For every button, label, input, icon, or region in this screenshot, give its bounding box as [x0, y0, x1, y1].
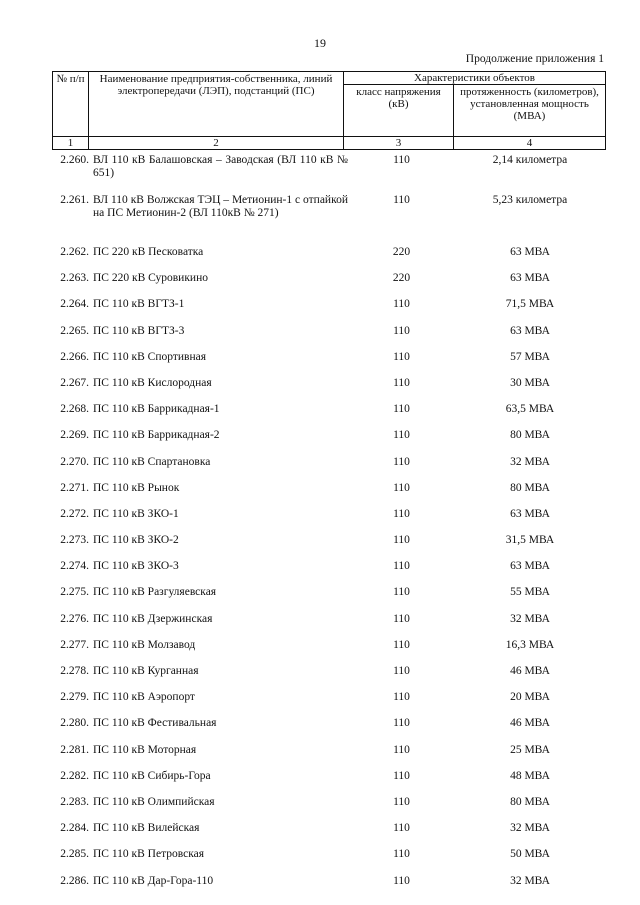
- table-row: [52, 508, 605, 534]
- row-name: ПС 220 кВ Суровикино: [93, 272, 208, 285]
- row-capacity: 46 МВА: [510, 665, 550, 677]
- row-number: 2.269.: [60, 429, 89, 442]
- row-number: 2.261.: [60, 194, 89, 206]
- header-name: Наименование предприятия-собственника, линий электропередачи (ЛЭП), подстанций (ПС): [89, 72, 344, 137]
- row-number: 2.267.: [60, 376, 89, 389]
- row-capacity: 63,5 МВА: [505, 403, 555, 416]
- row-capacity: 55 МВА: [510, 586, 550, 599]
- row-name: ПС 110 кВ Сибирь-Гора: [93, 769, 211, 782]
- row-number: 2.268.: [60, 403, 89, 416]
- row-number: 2.273.: [60, 534, 89, 547]
- table-row: [52, 403, 605, 429]
- row-voltage: 110: [393, 848, 410, 861]
- row-number: 2.275.: [60, 586, 89, 599]
- table-row: [52, 534, 605, 560]
- table-row: [52, 586, 605, 612]
- row-name: ПС 110 кВ Разгуляевская: [93, 586, 217, 599]
- row-name: ПС 110 кВ Спартановка: [93, 455, 211, 468]
- header-col-number: 4: [454, 137, 606, 150]
- row-voltage: 110: [393, 154, 410, 166]
- row-voltage: 110: [393, 822, 410, 835]
- row-number: 2.263.: [60, 272, 89, 285]
- row-name: ПС 110 кВ Вилейская: [93, 822, 200, 835]
- row-voltage: 110: [393, 638, 410, 651]
- row-number: 2.272.: [60, 507, 89, 520]
- row-name: ПС 110 кВ ВГТЗ-3: [93, 324, 185, 337]
- table-row: [52, 665, 605, 691]
- row-number: 2.266.: [60, 350, 89, 363]
- table-row: [52, 246, 605, 272]
- row-capacity: 46 МВА: [510, 717, 550, 730]
- table-row: [52, 325, 605, 351]
- row-capacity: 25 МВА: [510, 743, 550, 756]
- row-name: ПС 110 кВ Аэропорт: [93, 691, 195, 704]
- row-name: ПС 110 кВ Кислородная: [93, 376, 212, 389]
- table-row: [52, 875, 605, 901]
- row-number: 2.271.: [60, 481, 89, 494]
- row-capacity: 32 МВА: [510, 612, 550, 625]
- row-voltage: 110: [393, 612, 410, 625]
- header-capacity: протяженность (километров), установленная мощность (МВА): [454, 85, 606, 137]
- row-capacity: 80 МВА: [510, 481, 550, 494]
- row-number: 2.286.: [60, 874, 89, 887]
- row-capacity: 57 МВА: [510, 350, 550, 363]
- row-name: ПС 110 кВ Дзержинская: [93, 612, 213, 625]
- page-number: 19: [314, 36, 326, 50]
- table-row: [52, 429, 605, 455]
- header-voltage: класс напряжения (кВ): [344, 85, 454, 137]
- row-name: ПС 110 кВ ЗКО-2: [93, 534, 179, 547]
- row-capacity: 63 МВА: [510, 507, 550, 520]
- row-number: 2.270.: [60, 455, 89, 468]
- row-capacity: 32 МВА: [510, 455, 550, 468]
- table-header: [52, 71, 606, 150]
- row-voltage: 110: [393, 298, 410, 311]
- row-capacity: 80 МВА: [510, 795, 550, 808]
- row-voltage: 110: [393, 507, 410, 520]
- table-row: [52, 613, 605, 639]
- row-number: 2.284.: [60, 822, 89, 835]
- row-name: ПС 110 кВ Рынок: [93, 481, 180, 494]
- row-number: 2.276.: [60, 612, 89, 625]
- table-row: [52, 377, 605, 403]
- row-capacity: 2,14 километра: [492, 154, 568, 166]
- row-name: ВЛ 110 кВ Балашовская – Заводская (ВЛ 110 кВ № 651): [93, 154, 348, 179]
- row-number: 2.274.: [60, 560, 89, 573]
- row-number: 2.283.: [60, 795, 89, 808]
- row-voltage: 110: [393, 795, 410, 808]
- table-row: [52, 770, 605, 796]
- row-voltage: 110: [393, 403, 410, 416]
- row-capacity: 5,23 километра: [492, 194, 568, 206]
- row-capacity: 48 МВА: [510, 769, 550, 782]
- row-number: 2.264.: [60, 298, 89, 311]
- table-row: [52, 744, 605, 770]
- row-capacity: 32 МВА: [510, 874, 550, 887]
- row-voltage: 110: [393, 769, 410, 782]
- row-capacity: 50 МВА: [510, 848, 550, 861]
- row-name: ПС 110 кВ ВГТЗ-1: [93, 298, 185, 311]
- row-number: 2.280.: [60, 717, 89, 730]
- row-capacity: 63 МВА: [510, 324, 550, 337]
- header-col-number: 2: [89, 137, 344, 150]
- table-row: [52, 456, 605, 482]
- row-name: ПС 220 кВ Песковатка: [93, 246, 204, 258]
- header-col-number: 1: [53, 137, 89, 150]
- row-name: ПС 110 кВ Фестивальная: [93, 717, 217, 730]
- row-voltage: 110: [393, 194, 410, 206]
- table-row: [52, 691, 605, 717]
- row-number: 2.265.: [60, 324, 89, 337]
- row-capacity: 31,5 МВА: [505, 534, 555, 547]
- row-capacity: 32 МВА: [510, 822, 550, 835]
- row-voltage: 110: [393, 534, 410, 547]
- row-name: ВЛ 110 кВ Волжская ТЭЦ – Метионин-1 с отпайкой на ПС Метионин-2 (ВЛ 110кВ № 271): [93, 194, 348, 219]
- header-group: Характеристики объектов: [344, 72, 606, 85]
- row-name: ПС 110 кВ Баррикадная-1: [93, 403, 220, 416]
- row-capacity: 80 МВА: [510, 429, 550, 442]
- table-row: [52, 482, 605, 508]
- row-name: ПС 110 кВ ЗКО-3: [93, 560, 179, 573]
- continuation-note: Продолжение приложения 1: [465, 53, 604, 65]
- table-row: [52, 560, 605, 586]
- row-voltage: 110: [393, 429, 410, 442]
- row-voltage: 110: [393, 560, 410, 573]
- row-capacity: 20 МВА: [510, 691, 550, 704]
- table-row: [52, 194, 605, 246]
- table-row: [52, 822, 605, 848]
- row-voltage: 110: [393, 350, 410, 363]
- row-number: 2.262.: [60, 246, 89, 258]
- row-number: 2.260.: [60, 154, 89, 166]
- row-voltage: 220: [392, 272, 411, 285]
- row-number: 2.281.: [60, 743, 89, 756]
- table-row: [52, 272, 605, 298]
- row-voltage: 110: [393, 481, 410, 494]
- row-capacity: 63 МВА: [510, 246, 550, 258]
- row-name: ПС 110 кВ Петровская: [93, 848, 205, 861]
- row-number: 2.282.: [60, 769, 89, 782]
- table-row: [52, 154, 605, 194]
- header-col-number: 3: [344, 137, 454, 150]
- row-number: 2.278.: [60, 665, 89, 677]
- row-name: ПС 110 кВ Моторная: [93, 743, 197, 756]
- table-row: [52, 351, 605, 377]
- row-capacity: 63 МВА: [510, 272, 550, 285]
- row-capacity: 71,5 МВА: [505, 298, 555, 311]
- row-voltage: 110: [393, 874, 410, 887]
- row-name: ПС 110 кВ ЗКО-1: [93, 507, 179, 520]
- row-name: ПС 110 кВ Спортивная: [93, 350, 207, 363]
- row-name: ПС 110 кВ Курганная: [93, 665, 199, 677]
- row-name: ПС 110 кВ Баррикадная-2: [93, 429, 220, 442]
- row-voltage: 110: [393, 743, 410, 756]
- row-voltage: 110: [393, 691, 410, 704]
- table-row: [52, 796, 605, 822]
- row-capacity: 30 МВА: [510, 376, 550, 389]
- row-number: 2.285.: [60, 848, 89, 861]
- row-voltage: 110: [393, 717, 410, 730]
- table-row: [52, 298, 605, 324]
- row-capacity: 63 МВА: [510, 560, 550, 573]
- table-body: [52, 154, 605, 901]
- row-name: ПС 110 кВ Олимпийская: [93, 795, 215, 808]
- row-name: ПС 110 кВ Молзавод: [93, 638, 196, 651]
- row-voltage: 110: [393, 586, 410, 599]
- row-capacity: 16,3 МВА: [505, 638, 555, 651]
- table-row: [52, 717, 605, 743]
- table-row: [52, 639, 605, 665]
- row-voltage: 110: [393, 376, 410, 389]
- row-number: 2.277.: [60, 638, 89, 651]
- header-num: № п/п: [53, 72, 89, 137]
- table-row: [52, 848, 605, 874]
- row-number: 2.279.: [60, 691, 89, 704]
- row-voltage: 110: [393, 324, 410, 337]
- row-voltage: 220: [392, 246, 411, 258]
- row-name: ПС 110 кВ Дар-Гора-110: [93, 874, 214, 887]
- row-voltage: 110: [393, 665, 410, 677]
- row-voltage: 110: [393, 455, 410, 468]
